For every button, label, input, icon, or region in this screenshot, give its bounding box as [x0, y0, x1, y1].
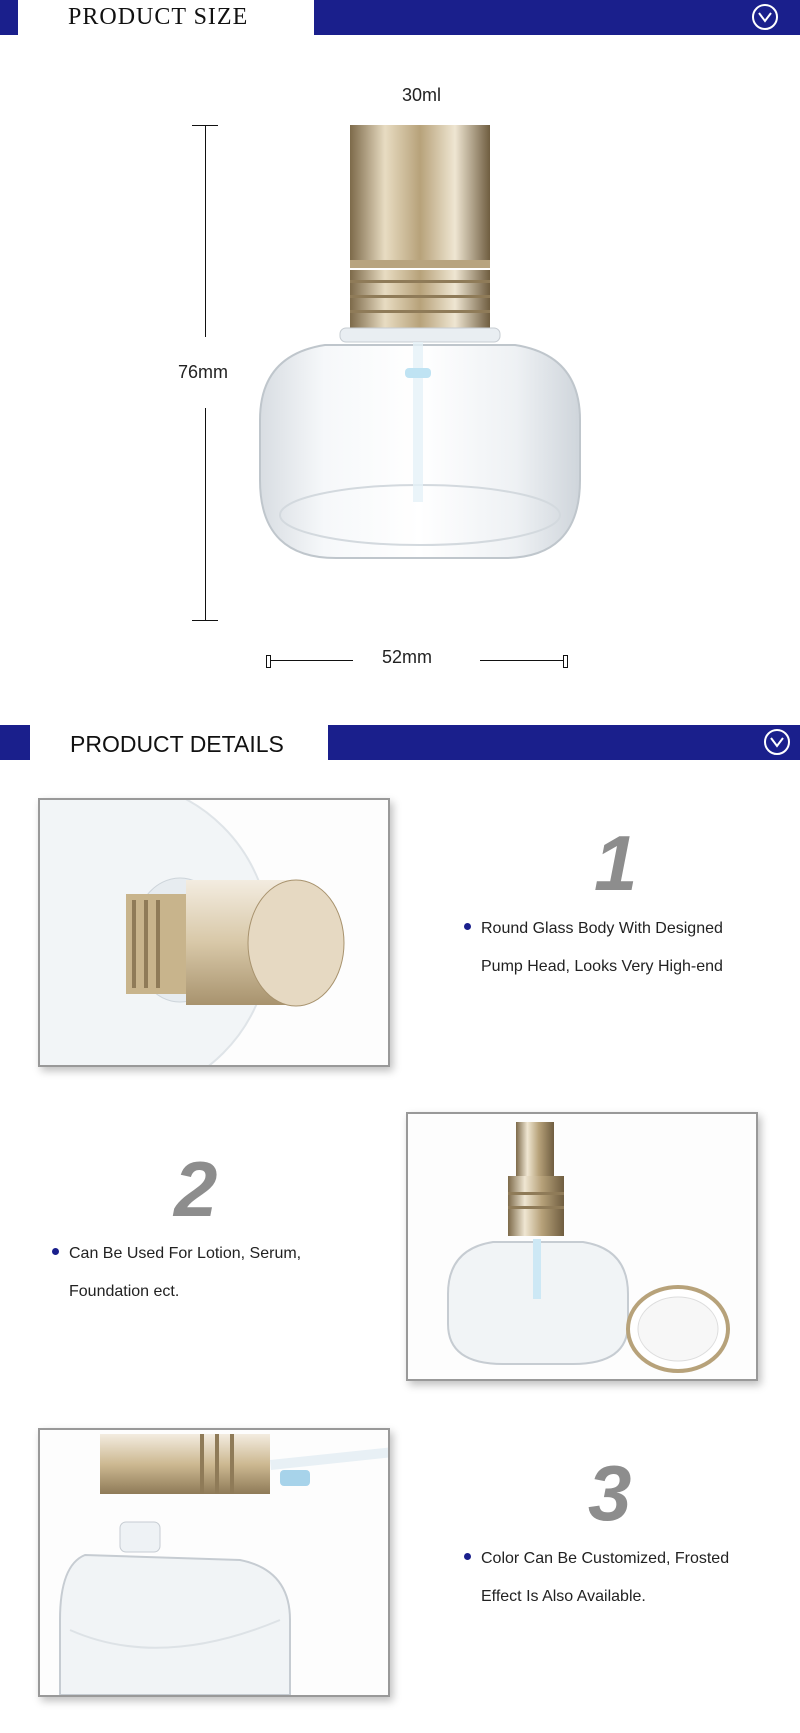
detail-desc-line: Pump Head, Looks Very High-end — [481, 958, 723, 975]
product-details-header — [0, 725, 800, 760]
dim-line-bottom — [205, 408, 206, 620]
section-title: PRODUCT DETAILS — [70, 731, 284, 757]
height-label: 76mm — [178, 362, 229, 382]
detail-desc-line: Can Be Used For Lotion, Serum, — [69, 1245, 302, 1262]
detail-number-3: 3 — [588, 1449, 632, 1537]
detail-desc-line: Effect Is Also Available. — [481, 1588, 646, 1605]
capacity-label: 30ml — [402, 85, 442, 105]
detail-desc-line: Color Can Be Customized, Frosted — [481, 1550, 730, 1567]
width-label: 52mm — [382, 647, 433, 667]
dim-end-left — [266, 655, 271, 668]
dim-line-top — [205, 125, 206, 337]
bottle-illustration — [255, 120, 585, 620]
dim-tick-bottom — [192, 620, 218, 621]
detail-number-1: 1 — [594, 819, 638, 907]
detail-desc-1 — [464, 910, 723, 986]
product-size-header — [0, 0, 800, 35]
detail-number-2: 2 — [174, 1145, 218, 1233]
bullet-icon — [464, 923, 471, 930]
detail-desc-3 — [464, 1540, 729, 1616]
bullet-icon — [464, 1553, 471, 1560]
dim-line-left — [270, 660, 353, 661]
chevron-down-circle-icon[interactable] — [764, 729, 790, 755]
section-title: PRODUCT SIZE — [68, 4, 249, 30]
detail-desc-line: Foundation ect. — [69, 1283, 180, 1300]
bullet-icon — [52, 1248, 59, 1255]
detail-desc-2 — [52, 1235, 301, 1311]
chevron-down-circle-icon[interactable] — [752, 4, 778, 30]
detail-photo-2 — [406, 1112, 758, 1381]
detail-photo-3 — [38, 1428, 390, 1697]
detail-desc-line: Round Glass Body With Designed — [481, 920, 723, 937]
dim-line-right — [480, 660, 564, 661]
detail-photo-1 — [38, 798, 390, 1067]
dim-end-right — [563, 655, 568, 668]
